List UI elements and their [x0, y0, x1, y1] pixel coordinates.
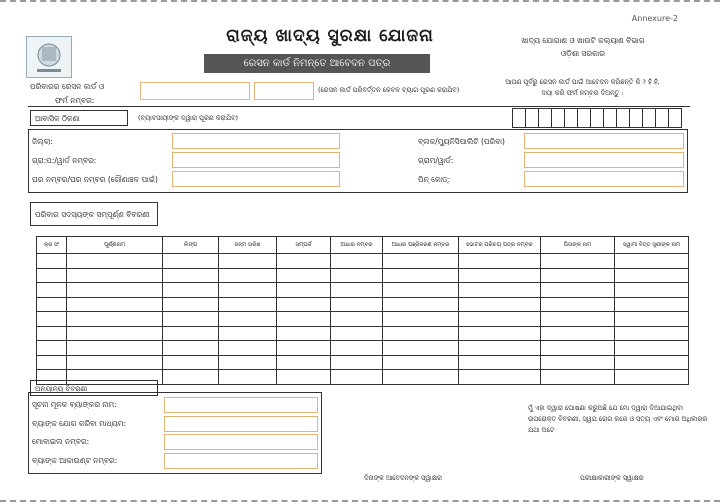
- village-input[interactable]: [524, 152, 684, 168]
- applicant-signature-label: ଦିନାଙ୍କ ଆବେଦନଙ୍କ ସ୍ୱାକ୍ଷର: [364, 474, 442, 482]
- bank-name-label: ସୂଚନା ମୂଳକ ବ୍ୟାଙ୍କର ନାମ:: [32, 400, 117, 409]
- district-input[interactable]: [172, 133, 340, 149]
- digit-box[interactable]: [642, 108, 656, 128]
- digit-box[interactable]: [655, 108, 669, 128]
- officer-signature-label: ପରୀକ୍ଷାକାରୀଙ୍କ ସ୍ୱାକ୍ଷର: [580, 474, 644, 482]
- col-spouse-name: ସ୍ୱାମୀ ବିତ୍ତ ସ୍ତ୍ରୀଙ୍କ ନାମ: [615, 237, 689, 254]
- gp-ward-input[interactable]: [172, 152, 340, 168]
- digit-box[interactable]: [668, 108, 682, 128]
- members-section-title: ପରିବାର ସଦସ୍ୟଙ୍କ ସମ୍ପୂର୍ଣ୍ଣ ବିବରଣୀ: [30, 202, 158, 226]
- page-title: ରାଜ୍ୟ ଖାଦ୍ୟ ସୁରକ୍ଷା ଯୋଜନା: [226, 26, 434, 46]
- department-line-2: ଓଡ଼ିଶା ସରକାର: [561, 49, 605, 58]
- pincode-input[interactable]: [524, 171, 684, 187]
- table-row: [37, 341, 689, 356]
- members-table: [36, 236, 689, 385]
- col-father-name: ପିତାଙ୍କ ନାମ: [541, 237, 615, 254]
- bank-account-label: ବ୍ୟାଙ୍କ ଆକାଉଣ୍ଟ ନମ୍ବର:: [32, 456, 118, 465]
- annexure-label: Annexure-2: [631, 14, 678, 23]
- digit-box[interactable]: [512, 108, 526, 128]
- col-dob: ଜନ୍ମ ତାରିଖ: [219, 237, 277, 254]
- bank-link-label: ବ୍ୟାଙ୍କ ଯୋଗ କରିବା ମାଧ୍ୟମ:: [32, 419, 126, 428]
- declaration-text: ମୁଁ ଏହା ଦ୍ୱାରା ଘୋଷଣା କରୁଅଛି ଯେ ମୋ ଦ୍ୱାରା ଦିଆଯାଇଥିବା ଉପରୋକ୍ତ ବିବରଣୀ, ସ୍ୱଯ ରୋଗ କରେ ଓ ସତ୍ୟ ଏବଂ ମୋର ଅଧିକାରର ଯଥା ଅଟେ: [528, 404, 708, 434]
- card-label: ପରିବାରର ରେସନ କାର୍ଡ ଓ: [30, 82, 105, 91]
- form-number-label: ଫର୍ମ ନମ୍ବର:: [55, 96, 95, 105]
- digit-box[interactable]: [551, 108, 565, 128]
- note-line-1: ଆପଣ ପୂର୍ବରୁ ରେସନ କାର୍ଡ ପାଇଁ ଆବେଦନ କରିଛନ୍ତି କି ? ହଁ ହଁ,: [505, 78, 660, 86]
- col-voter-id: ଭୋଟର ପରିଚୟ ପତ୍ର ନମ୍ବର: [459, 237, 541, 254]
- block-label: ବ୍ଲକ/ମ୍ୟୁନିସିପାଲିଟି (ପରିବା): [418, 137, 505, 146]
- house-number-input[interactable]: [172, 171, 340, 187]
- table-row: [37, 312, 689, 327]
- col-relation: ସମ୍ପର୍କ: [277, 237, 331, 254]
- district-label: ଜିଲ୍ଲା:: [32, 137, 53, 146]
- address-section-label: ଆବାସିକ ଠିକଣା: [30, 110, 128, 126]
- digit-box[interactable]: [603, 108, 617, 128]
- card-number-input[interactable]: [140, 82, 250, 100]
- bottom-dashed-border: [0, 500, 720, 502]
- odisha-emblem-icon: [26, 36, 72, 78]
- digit-box[interactable]: [577, 108, 591, 128]
- gp-ward-label: ଗ୍ରା:ପ:/ୱାର୍ଡ ନମ୍ବର:: [32, 156, 97, 165]
- page-subtitle: ରେସନ କାର୍ଡ ନିମନ୍ତେ ଆବେଦନ ପତ୍ର: [204, 54, 430, 73]
- digit-box[interactable]: [590, 108, 604, 128]
- previous-application-note: [480, 77, 685, 99]
- section-divider: [28, 106, 690, 107]
- col-serial: କ୍ର ସଂ: [37, 237, 67, 254]
- table-row: [37, 283, 689, 298]
- table-row: [37, 254, 689, 269]
- other-details-title: ଅନ୍ୟାନ୍ୟ ବିବରଣୀ: [30, 380, 158, 396]
- bank-link-input[interactable]: [164, 416, 318, 432]
- village-label: ଗ୍ରାମ/ୱାର୍ଡ:: [418, 156, 454, 165]
- table-header-row: [37, 237, 689, 254]
- col-aadhaar-enrolment: ଆଧାର ପଞ୍ଜିକରଣ ନମ୍ବର: [383, 237, 459, 254]
- mobile-input[interactable]: [164, 434, 318, 450]
- note-line-2: ଦୟା କରି ଫର୍ମ ନମ୍ବର ଦିଅନ୍ତୁ :: [541, 89, 624, 97]
- digit-box[interactable]: [525, 108, 539, 128]
- department-line-1: ଖାଦ୍ୟ ଯୋଗାଣ ଓ ଖାଉଟି କଲ୍ୟାଣ ବିଭାଗ: [521, 36, 645, 45]
- table-row: [37, 297, 689, 312]
- card-note: (ରେସନ କାର୍ଡ ପରିବର୍ତ୍ତନ କେବଳ ବ୍ୟାଗ ପୂରଣ କରାଯିବ): [318, 86, 460, 94]
- col-gender: ଲିଙ୍ଗ: [163, 237, 219, 254]
- bank-account-input[interactable]: [164, 453, 318, 469]
- table-row: [37, 268, 689, 283]
- mobile-label: ମୋବାଇଲ ନମ୍ବର:: [32, 437, 90, 446]
- col-aadhaar: ଆଧାର ନମ୍ବର: [331, 237, 383, 254]
- house-number-label: ଘର ନମ୍ବର/ଘର ନମ୍ବର (ଗୌଣାଞ୍ଚଳ ପାଇଁ): [32, 175, 158, 184]
- bank-name-input[interactable]: [164, 397, 318, 413]
- pincode-label: ପିନ୍ କୋଡ୍:: [418, 175, 451, 184]
- address-note: (ବ୍ୟାବସାୟୀଙ୍କ ଦ୍ୱାରା ପୂରଣ କରାଯିବ): [138, 114, 239, 122]
- table-row: [37, 326, 689, 341]
- card-number-input-2[interactable]: [254, 82, 314, 100]
- digit-box[interactable]: [629, 108, 643, 128]
- block-input[interactable]: [524, 133, 684, 149]
- digit-box[interactable]: [538, 108, 552, 128]
- digit-box[interactable]: [564, 108, 578, 128]
- top-dashed-border: [0, 0, 720, 2]
- table-row: [37, 355, 689, 370]
- col-name: ପୂର୍ଣ୍ଣନାମ: [67, 237, 163, 254]
- digit-box[interactable]: [616, 108, 630, 128]
